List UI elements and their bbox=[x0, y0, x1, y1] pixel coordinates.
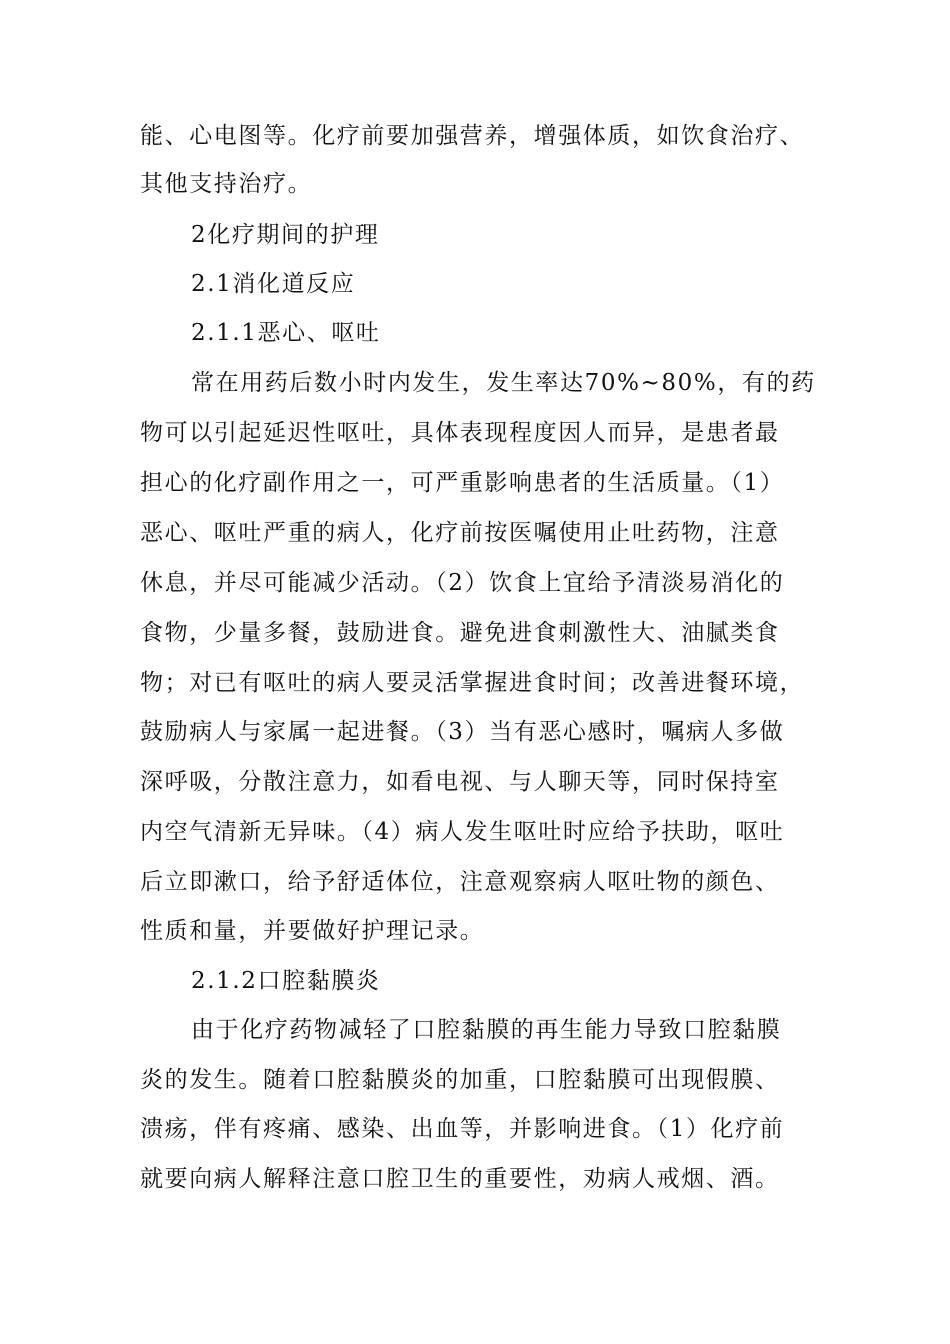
section-heading: 2化疗期间的护理 bbox=[191, 222, 380, 248]
paragraph-line: 性质和量，并要做好护理记录。 bbox=[140, 918, 485, 944]
paragraph-line: 恶心、呕吐严重的病人，化疗前按医嘱使用止吐药物，注意 bbox=[140, 520, 780, 546]
paragraph-line: 常在用药后数小时内发生，发生率达70%~80%，有的药 bbox=[191, 370, 816, 396]
text-line: 能、心电图等。化疗前要加强营养，增强体质，如饮食治疗、 bbox=[140, 123, 805, 149]
paragraph-line: 内空气清新无异味。（4）病人发生呕吐时应给予扶助，呕吐 bbox=[140, 819, 785, 845]
paragraph-line: 溃疡，伴有疼痛、感染、出血等，并影响进食。（1）化疗前 bbox=[140, 1116, 785, 1142]
paragraph-line: 由于化疗药物减轻了口腔黏膜的再生能力导致口腔黏膜 bbox=[191, 1017, 782, 1043]
paragraph-line: 就要向病人解释注意口腔卫生的重要性，劝病人戒烟、酒。 bbox=[140, 1166, 780, 1192]
text-line: 其他支持治疗。 bbox=[140, 171, 313, 197]
paragraph-line: 担心的化疗副作用之一，可严重影响患者的生活质量。（1） bbox=[140, 470, 785, 496]
paragraph-line: 炎的发生。随着口腔黏膜炎的加重，口腔黏膜可出现假膜、 bbox=[140, 1067, 780, 1093]
paragraph-line: 物可以引起延迟性呕吐，具体表现程度因人而异，是患者最 bbox=[140, 420, 780, 446]
paragraph-line: 休息，并尽可能减少活动。（2）饮食上宜给予清淡易消化的 bbox=[140, 570, 785, 596]
subsubsection-heading: 2.1.1恶心、呕吐 bbox=[191, 320, 381, 346]
paragraph-line: 鼓励病人与家属一起进餐。（3）当有恶心感时，嘱病人多做 bbox=[140, 719, 785, 745]
paragraph-line: 物；对已有呕吐的病人要灵活掌握进食时间；改善进餐环境， bbox=[140, 670, 805, 696]
subsection-heading: 2.1消化道反应 bbox=[191, 271, 356, 297]
paragraph-line: 食物，少量多餐，鼓励进食。避免进食刺激性大、油腻类食 bbox=[140, 620, 780, 646]
paragraph-line: 深呼吸，分散注意力，如看电视、与人聊天等，同时保持室 bbox=[140, 769, 780, 795]
subsubsection-heading: 2.1.2口腔黏膜炎 bbox=[191, 968, 381, 994]
paragraph-line: 后立即漱口，给予舒适体位，注意观察病人呕吐物的颜色、 bbox=[140, 869, 780, 895]
